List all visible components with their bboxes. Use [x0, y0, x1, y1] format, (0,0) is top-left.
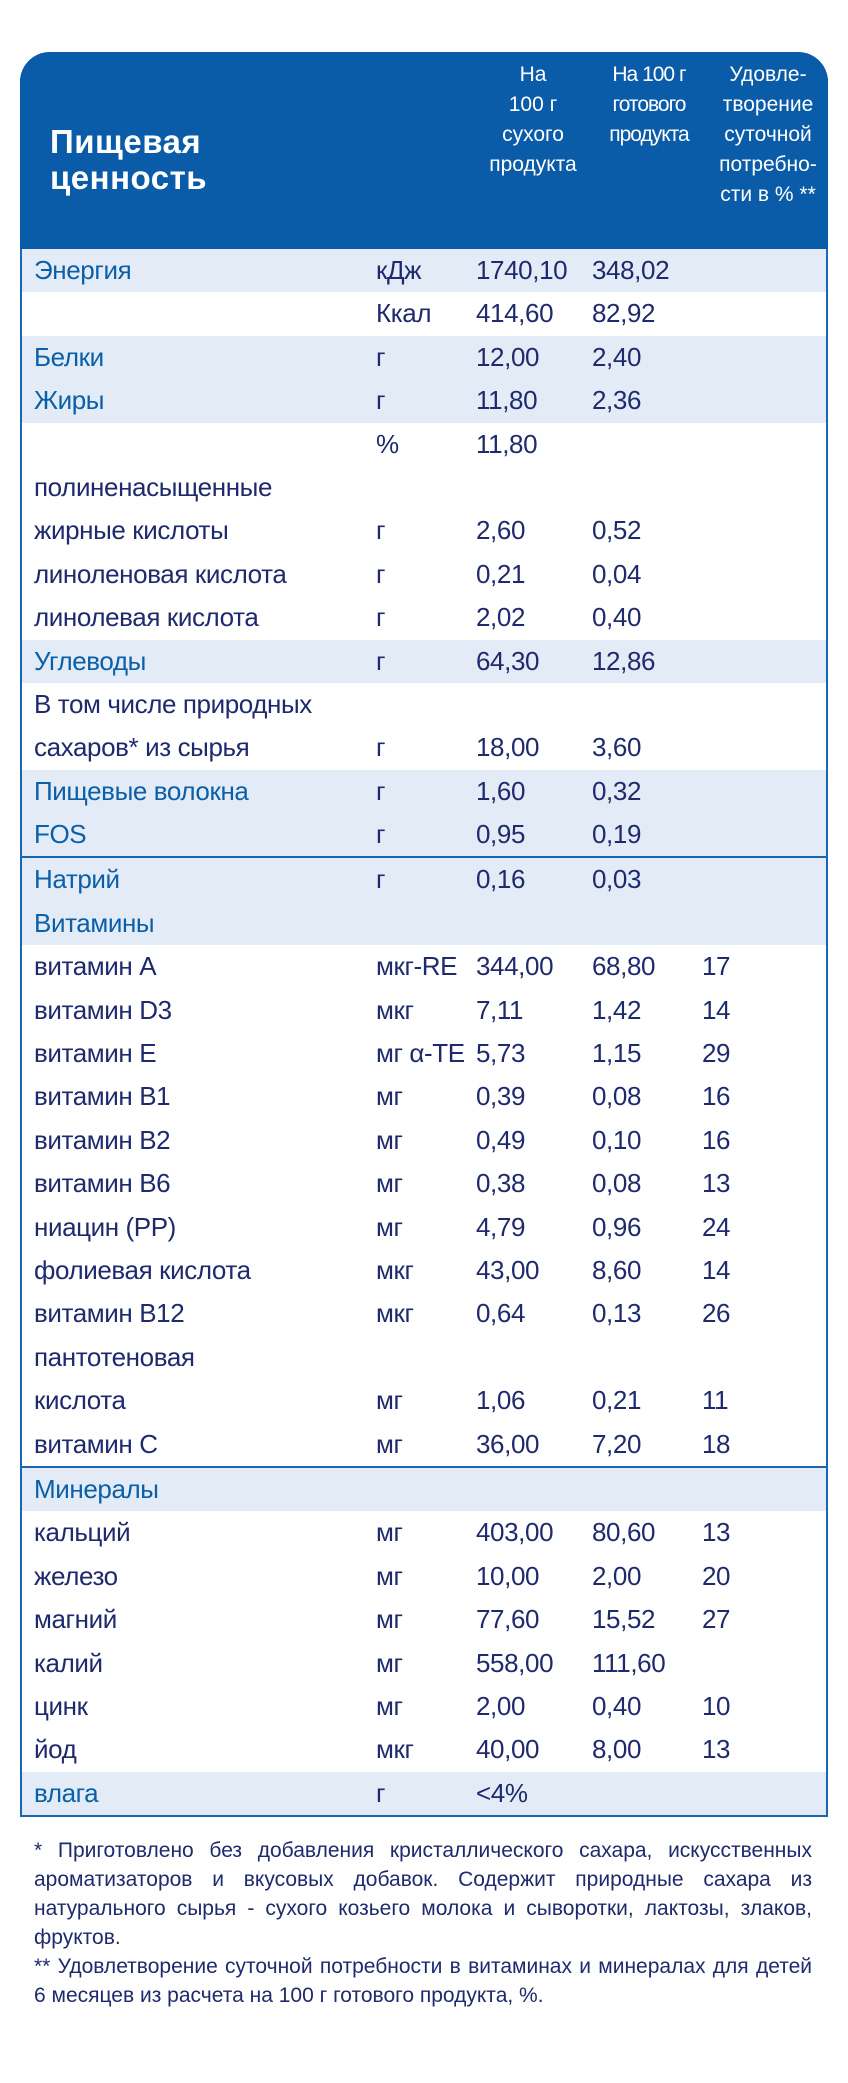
cell-name: витамин B6 — [34, 1168, 171, 1199]
cell-v2: 0,40 — [592, 602, 642, 633]
cell-v3: 18 — [702, 1428, 731, 1459]
table-row — [22, 1206, 826, 1249]
cell-unit: мкг — [376, 1734, 414, 1765]
cell-v2: 2,36 — [592, 385, 642, 416]
cell-v3: 17 — [702, 951, 731, 982]
cell-v2: 8,60 — [592, 1254, 642, 1285]
header-col-daily-line: творение — [722, 93, 814, 116]
cell-unit: кДж — [376, 255, 422, 285]
cell-name: линоленовая кислота — [34, 558, 287, 589]
cell-v2: 80,60 — [592, 1517, 656, 1548]
table-row — [22, 1249, 826, 1292]
cell-name: цинк — [34, 1690, 88, 1721]
cell-unit: г — [376, 775, 386, 806]
cell-name: железо — [34, 1560, 118, 1591]
cell-v1: 0,16 — [476, 864, 526, 895]
cell-v3: 14 — [702, 1254, 731, 1285]
cell-unit: мг — [376, 1690, 403, 1721]
table-row — [22, 292, 826, 335]
cell-v1: 2,00 — [476, 1690, 526, 1721]
table-row — [22, 466, 826, 509]
table-row — [22, 1685, 826, 1728]
table-row — [22, 640, 826, 683]
cell-v2: 2,40 — [592, 341, 642, 372]
cell-unit: г — [376, 385, 386, 416]
cell-v1: 64,30 — [476, 645, 540, 676]
cell-unit: г — [376, 864, 386, 895]
table-row — [22, 509, 826, 552]
table-row — [22, 1423, 826, 1466]
cell-unit: г — [376, 645, 386, 676]
cell-unit: % — [376, 428, 399, 459]
cell-v1: 0,39 — [476, 1081, 526, 1112]
cell-unit: мкг-RE — [376, 951, 458, 982]
cell-v2: 8,00 — [592, 1734, 642, 1765]
cell-v1: 0,64 — [476, 1298, 526, 1329]
cell-v1: 77,60 — [476, 1604, 540, 1635]
cell-unit: мг — [376, 1604, 403, 1635]
cell-unit: г — [376, 341, 386, 372]
cell-name: кальций — [34, 1517, 131, 1548]
table-row — [22, 596, 826, 639]
table-row — [22, 1466, 826, 1511]
cell-v3: 14 — [702, 994, 731, 1025]
table-row — [22, 813, 826, 856]
cell-v1: 40,00 — [476, 1734, 540, 1765]
cell-v2: 7,20 — [592, 1428, 642, 1459]
table-row — [22, 770, 826, 813]
nutrition-table — [20, 52, 828, 1817]
cell-unit: мкг — [376, 994, 414, 1025]
cell-v2: 0,04 — [592, 558, 642, 589]
cell-v1: 0,95 — [476, 819, 526, 850]
cell-name: йод — [34, 1734, 77, 1765]
cell-unit: мг — [376, 1124, 403, 1155]
cell-name: витамин E — [34, 1038, 157, 1069]
table-row — [22, 1642, 826, 1685]
table-row — [22, 1119, 826, 1162]
cell-unit: мг — [376, 1647, 403, 1678]
table-row — [22, 945, 826, 988]
cell-v2: 3,60 — [592, 732, 642, 763]
cell-name: витамин B2 — [34, 1124, 171, 1155]
cell-unit: Ккал — [376, 298, 432, 329]
table-row — [22, 1598, 826, 1641]
cell-v1: 10,00 — [476, 1560, 540, 1591]
cell-v3: 11 — [702, 1385, 729, 1416]
cell-name: витамин B12 — [34, 1298, 185, 1329]
cell-v2: 2,00 — [592, 1560, 642, 1591]
cell-unit: мкг — [376, 1298, 414, 1329]
cell-v2: 0,08 — [592, 1168, 642, 1199]
cell-v2: 348,02 — [592, 255, 670, 285]
table-row — [22, 1292, 826, 1335]
cell-v2: 0,40 — [592, 1690, 642, 1721]
table-row — [22, 1728, 826, 1771]
table-row — [22, 902, 826, 945]
cell-name: Витамины — [34, 907, 155, 938]
cell-v2: 0,13 — [592, 1298, 642, 1329]
cell-unit: мг — [376, 1211, 403, 1242]
footnote-1: * Приготовлено без добавления кристаллического сахара, искусственных ароматизаторов и вкусовых добавок. Содержит природные сахара из натурального сырья - сухого козьего молока и сыворотки, лактозы, злаков, фруктов. — [34, 1839, 812, 1949]
cell-v1: 414,60 — [476, 298, 554, 329]
cell-v1: 1740,10 — [476, 255, 568, 285]
table-row — [22, 1075, 826, 1118]
cell-v2: 12,86 — [592, 645, 656, 676]
table-row — [22, 1511, 826, 1554]
cell-unit: г — [376, 558, 386, 589]
header-col-ready-line: готового — [612, 93, 686, 116]
header-col-ready — [593, 60, 705, 150]
cell-v1: 2,60 — [476, 515, 526, 546]
cell-v2: 111,60 — [592, 1647, 666, 1678]
header-col-daily-line: Удовле- — [729, 63, 807, 86]
header-col-daily-line: суточной — [724, 123, 812, 146]
cell-name: калий — [34, 1647, 103, 1678]
table-header — [20, 52, 828, 249]
table-row — [22, 1162, 826, 1205]
header-col-ready-line: продукта — [609, 123, 689, 146]
cell-v1: 2,02 — [476, 602, 526, 633]
cell-v1: 7,11 — [476, 994, 524, 1025]
cell-v1: 36,00 — [476, 1428, 540, 1459]
table-row — [22, 336, 826, 379]
cell-v3: 13 — [702, 1734, 731, 1765]
cell-unit: г — [376, 819, 386, 850]
title-line-2: ценность — [50, 159, 208, 196]
cell-name: Жиры — [34, 385, 105, 416]
cell-name: линолевая кислота — [34, 602, 259, 633]
cell-v2: 0,32 — [592, 775, 642, 806]
table-row — [22, 1555, 826, 1598]
cell-v3: 24 — [702, 1211, 731, 1242]
cell-v1: 0,38 — [476, 1168, 526, 1199]
cell-name: кислота — [34, 1385, 126, 1416]
cell-unit: мг — [376, 1385, 403, 1416]
table-row — [22, 379, 826, 422]
cell-unit: мг — [376, 1428, 403, 1459]
cell-name: влага — [34, 1777, 99, 1808]
cell-name: Минералы — [34, 1473, 159, 1504]
cell-v2: 1,42 — [592, 994, 642, 1025]
cell-v2: 82,92 — [592, 298, 656, 329]
cell-name: полиненасыщенные — [34, 471, 273, 502]
table-body — [22, 249, 826, 1815]
cell-v1: 12,00 — [476, 341, 540, 372]
cell-name: Энергия — [34, 255, 132, 285]
cell-unit: г — [376, 732, 386, 763]
table-title — [50, 124, 207, 196]
cell-unit: мкг — [376, 1254, 414, 1285]
cell-name: витамин D3 — [34, 994, 172, 1025]
cell-name: пантотеновая — [34, 1341, 195, 1372]
header-col-ready-line: На 100 г — [612, 63, 686, 86]
table-row — [22, 726, 826, 769]
table-row — [22, 1032, 826, 1075]
cell-v3: 27 — [702, 1604, 731, 1635]
cell-unit: г — [376, 1777, 386, 1808]
cell-v1: 11,80 — [476, 385, 538, 416]
cell-v1: 43,00 — [476, 1254, 540, 1285]
cell-unit: г — [376, 602, 386, 633]
cell-name: Углеводы — [34, 645, 146, 676]
cell-unit: мг — [376, 1081, 403, 1112]
header-col-daily — [708, 60, 828, 210]
table-row — [22, 553, 826, 596]
cell-v1: 5,73 — [476, 1038, 526, 1069]
cell-v2: 15,52 — [592, 1604, 656, 1635]
cell-name: Пищевые волокна — [34, 775, 249, 806]
cell-name: фолиевая кислота — [34, 1254, 251, 1285]
cell-v3: 29 — [702, 1038, 731, 1069]
cell-v1: 558,00 — [476, 1647, 554, 1678]
cell-v3: 20 — [702, 1560, 731, 1591]
cell-v1: 4,79 — [476, 1211, 526, 1242]
footnotes — [34, 1836, 812, 2010]
cell-v3: 13 — [702, 1168, 731, 1199]
table-row — [22, 683, 826, 726]
cell-name: витамин B1 — [34, 1081, 171, 1112]
cell-name: ниацин (PP) — [34, 1211, 176, 1242]
cell-v1: 18,00 — [476, 732, 540, 763]
header-col-daily-line: сти в % ** — [720, 183, 816, 206]
cell-unit: мг α-TE — [376, 1038, 465, 1069]
cell-v1: 11,80 — [476, 428, 538, 459]
cell-v3: 16 — [702, 1081, 731, 1112]
cell-v1: 0,21 — [476, 558, 526, 589]
cell-v1: <4% — [476, 1777, 528, 1808]
header-col-daily-line: потребно- — [719, 153, 817, 176]
table-row — [22, 989, 826, 1032]
cell-v2: 0,08 — [592, 1081, 642, 1112]
cell-v2: 0,96 — [592, 1211, 642, 1242]
cell-v1: 1,06 — [476, 1385, 526, 1416]
table-row — [22, 1336, 826, 1379]
cell-v2: 1,15 — [592, 1038, 642, 1069]
cell-v3: 26 — [702, 1298, 731, 1329]
cell-name: витамин A — [34, 951, 157, 982]
table-row — [22, 249, 826, 292]
cell-unit: мг — [376, 1560, 403, 1591]
table-row — [22, 856, 826, 901]
cell-name: В том числе природных — [34, 688, 312, 719]
cell-v2: 0,21 — [592, 1385, 642, 1416]
header-col-dry — [468, 60, 598, 180]
cell-v2: 0,52 — [592, 515, 642, 546]
cell-v3: 16 — [702, 1124, 731, 1155]
cell-v1: 403,00 — [476, 1517, 554, 1548]
cell-v2: 0,10 — [592, 1124, 642, 1155]
cell-name: жирные кислоты — [34, 515, 229, 546]
cell-unit: г — [376, 515, 386, 546]
cell-name: магний — [34, 1604, 117, 1635]
cell-v2: 0,19 — [592, 819, 642, 850]
cell-v3: 10 — [702, 1690, 731, 1721]
cell-name: Натрий — [34, 864, 120, 895]
cell-v2: 68,80 — [592, 951, 656, 982]
title-line-1: Пищевая — [50, 123, 202, 160]
cell-v2: 0,03 — [592, 864, 642, 895]
footnote-2: ** Удовлетворение суточной потребности в витаминах и минералах для детей 6 месяцев из расчета на 100 г готового продукта, %. — [34, 1955, 812, 2007]
header-col-dry-line: На — [519, 63, 547, 86]
cell-v3: 13 — [702, 1517, 731, 1548]
cell-unit: мг — [376, 1168, 403, 1199]
header-col-dry-line: 100 г — [508, 93, 558, 116]
cell-unit: мг — [376, 1517, 403, 1548]
header-col-dry-line: сухого — [502, 123, 564, 146]
cell-name: сахаров* из сырья — [34, 732, 250, 763]
table-row — [22, 1772, 826, 1815]
cell-name: FOS — [34, 819, 87, 850]
cell-name: Белки — [34, 341, 104, 372]
cell-v1: 344,00 — [476, 951, 554, 982]
cell-name: витамин C — [34, 1428, 158, 1459]
header-col-dry-line: продукта — [489, 153, 577, 176]
table-row — [22, 1379, 826, 1422]
table-row — [22, 423, 826, 466]
cell-v1: 1,60 — [476, 775, 526, 806]
cell-v1: 0,49 — [476, 1124, 526, 1155]
